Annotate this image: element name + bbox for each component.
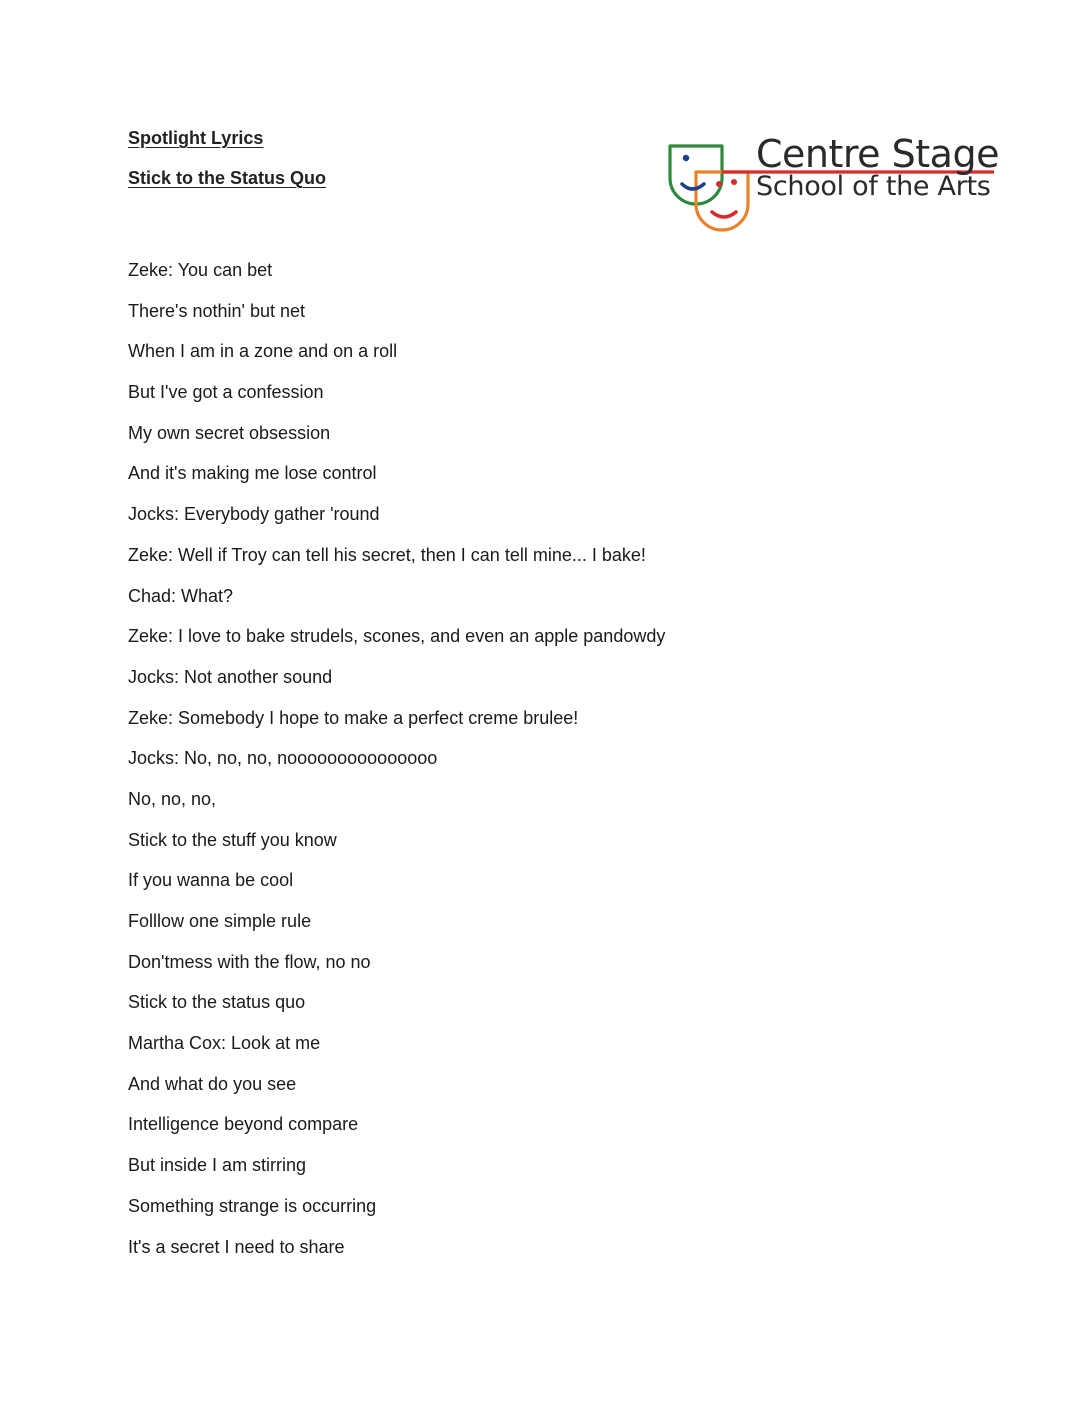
lyric-line: Zeke: Somebody I hope to make a perfect creme brulee! bbox=[128, 707, 579, 728]
logo-subtitle: School of the Arts bbox=[756, 171, 991, 202]
theatre-masks-icon bbox=[664, 134, 764, 238]
lyric-line: Zeke: Well if Troy can tell his secret, then I can tell mine... I bake! bbox=[128, 544, 646, 565]
lyric-line: Something strange is occurring bbox=[128, 1195, 377, 1216]
lyric-line: If you wanna be cool bbox=[128, 870, 294, 891]
lyric-line: Jocks: No, no, no, nooooooooooooooo bbox=[128, 748, 438, 769]
lyric-line: And it's making me lose control bbox=[128, 463, 377, 484]
lyric-line: Zeke: I love to bake strudels, scones, and even an apple pandowdy bbox=[128, 626, 666, 647]
lyric-line: Zeke: You can bet bbox=[128, 260, 273, 280]
lyric-line: Jocks: Not another sound bbox=[128, 666, 333, 687]
lyric-line: Martha Cox: Look at me bbox=[128, 1033, 321, 1054]
lyric-line: But inside I am stirring bbox=[128, 1155, 307, 1176]
lyric-line: It's a secret I need to share bbox=[128, 1236, 345, 1257]
lyric-line: Folllow one simple rule bbox=[128, 911, 312, 931]
song-title: Stick to the Status Quo bbox=[128, 168, 327, 188]
lyric-line: Stick to the stuff you know bbox=[128, 829, 337, 850]
document-title: Spotlight Lyrics bbox=[128, 128, 264, 148]
lyric-line: When I am in a zone and on a roll bbox=[128, 341, 398, 362]
lyric-line: Stick to the status quo bbox=[128, 992, 306, 1013]
lyric-line: No, no, no, bbox=[128, 788, 217, 809]
lyric-line: Don'tmess with the flow, no no bbox=[128, 951, 371, 972]
lyric-line: Intelligence beyond compare bbox=[128, 1114, 359, 1135]
lyrics-list bbox=[128, 250, 665, 1267]
lyric-line: And what do you see bbox=[128, 1073, 297, 1094]
lyric-line: My own secret obsession bbox=[128, 422, 331, 443]
lyric-line: Jocks: Everybody gather 'round bbox=[128, 504, 380, 525]
logo-name: Centre Stage bbox=[756, 132, 999, 176]
centre-stage-logo bbox=[664, 134, 1000, 238]
lyric-line: But I've got a confession bbox=[128, 382, 324, 403]
lyric-line: Chad: What? bbox=[128, 585, 234, 606]
lyric-line: There's nothin' but net bbox=[128, 300, 305, 321]
